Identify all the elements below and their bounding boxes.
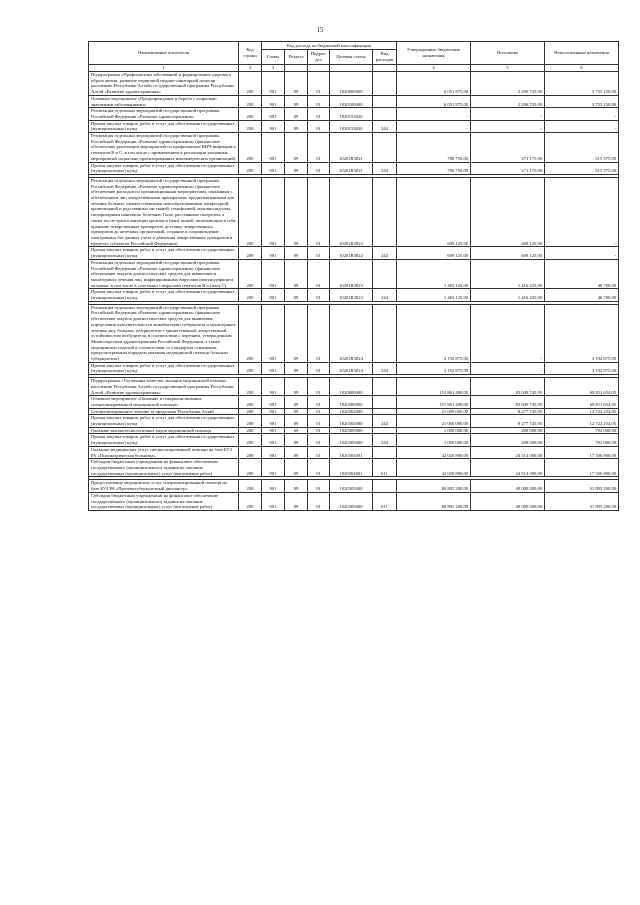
row-target: 1020305000 <box>330 427 373 434</box>
row-razdel: 09 <box>285 108 308 120</box>
row-name: Реализация отдельных мероприятий государственной программы Российской Федерации «Развитие здравоохранения» <box>89 108 239 120</box>
row-razdel: 09 <box>285 378 308 396</box>
header-classification: Код расхода по бюджетной классификации <box>262 42 397 50</box>
row-unexecuted: 31 895 200,00 <box>545 492 619 510</box>
row-executed: 8 277 745,95 <box>471 408 545 415</box>
row-glava: 901 <box>262 304 285 362</box>
row-target: 1020305000 <box>330 480 373 492</box>
row-podrazdel: 01 <box>308 415 330 427</box>
row-name: Предоставление медицинских услуг специализированной помощи на базе БУЗ РА «Противотуберкулезный диспансер» <box>89 480 239 492</box>
table-row <box>89 434 619 446</box>
row-executed: 24 514 000,00 <box>471 446 545 458</box>
row-code: 200 <box>239 95 262 107</box>
row-approved: 1 463 125,00 <box>397 259 471 289</box>
row-glava: 901 <box>262 289 285 301</box>
row-executed: 1 416 425,00 <box>471 259 545 289</box>
table-row <box>89 72 619 96</box>
row-razdel: 09 <box>285 177 308 246</box>
header-executed: Исполнено <box>471 42 545 65</box>
row-unexecuted: 792 000,00 <box>545 434 619 446</box>
row-razdel: 09 <box>285 95 308 107</box>
row-executed: 609 125,00 <box>471 247 545 259</box>
row-executed: 49 000 000,00 <box>471 480 545 492</box>
row-podrazdel: 01 <box>308 177 330 246</box>
row-vid: 244 <box>373 247 397 259</box>
row-podrazdel: 01 <box>308 459 330 477</box>
row-approved: 786 750,00 <box>397 162 471 174</box>
row-executed: 83 049 745,95 <box>471 396 545 408</box>
row-podrazdel: 01 <box>308 492 330 510</box>
row-glava: 901 <box>262 459 285 477</box>
row-unexecuted: 17 506 800,00 <box>545 459 619 477</box>
row-podrazdel: 01 <box>308 396 330 408</box>
row-code: 200 <box>239 259 262 289</box>
row-podrazdel: 01 <box>308 427 330 434</box>
row-razdel: 09 <box>285 133 308 163</box>
row-glava: 901 <box>262 120 285 132</box>
row-unexecuted: 3 755 150,00 <box>545 72 619 96</box>
row-code: 200 <box>239 396 262 408</box>
row-code: 200 <box>239 120 262 132</box>
row-unexecuted: 3 192 875,00 <box>545 304 619 362</box>
column-number <box>330 65 373 72</box>
row-target: 1020300000 <box>330 396 373 408</box>
row-razdel: 09 <box>285 396 308 408</box>
row-glava: 901 <box>262 72 285 96</box>
row-podrazdel: 01 <box>308 378 330 396</box>
column-number: 6 <box>545 65 619 72</box>
row-razdel: 09 <box>285 492 308 510</box>
row-vid <box>373 408 397 415</box>
row-name: Оказание медицинских услуг специализированной помощи на базе БУЗ РА «Психиатрическая больница» <box>89 446 239 458</box>
table-row <box>89 408 619 415</box>
row-code: 200 <box>239 289 262 301</box>
row-vid <box>373 177 397 246</box>
row-approved: 3 192 875,00 <box>397 362 471 374</box>
header-glava: Главы <box>262 50 285 65</box>
row-vid <box>373 95 397 107</box>
row-executed: - <box>471 362 545 374</box>
row-razdel: 09 <box>285 362 308 374</box>
row-name: Прочая закупка товаров, работ и услуг для обеспечения государственных (муниципальных) нужд <box>89 120 239 132</box>
row-code: 200 <box>239 378 262 396</box>
row-code: 200 <box>239 162 262 174</box>
row-unexecuted: - <box>545 177 619 246</box>
header-razdel: Раздела <box>285 50 308 65</box>
row-vid <box>373 133 397 163</box>
row-target: 1020000000 <box>330 378 373 396</box>
row-vid <box>373 480 397 492</box>
row-target: 1020304001 <box>330 446 373 458</box>
row-vid <box>373 304 397 362</box>
row-code: 200 <box>239 408 262 415</box>
row-glava: 901 <box>262 162 285 174</box>
row-razdel: 09 <box>285 446 308 458</box>
row-target: 1020153820 <box>330 108 373 120</box>
row-unexecuted: 792 000,00 <box>545 427 619 434</box>
row-name: Оказание высокотехнологичных видов медицинской помощи <box>89 427 239 434</box>
table-row <box>89 459 619 477</box>
row-glava: 901 <box>262 133 285 163</box>
row-target: 10201R3821 <box>330 133 373 163</box>
table-row <box>89 289 619 301</box>
row-vid <box>373 378 397 396</box>
row-razdel: 09 <box>285 247 308 259</box>
row-approved: 609 125,00 <box>397 247 471 259</box>
table-row <box>89 480 619 492</box>
row-podrazdel: 01 <box>308 408 330 415</box>
row-glava: 901 <box>262 427 285 434</box>
row-podrazdel: 01 <box>308 247 330 259</box>
row-unexecuted: 3 192 875,00 <box>545 362 619 374</box>
row-glava: 901 <box>262 396 285 408</box>
row-name: Реализация отдельных мероприятий государственной программы Российской Федерации «Развитие здравоохранения» (финансовое обеспечение закупок диагностических средств для выявления и мониторинга лечения лиц, инфицированных вирусами иммунодефицита человека, в том числе в сочетании с вирусами гепатитов B и (или) C) <box>89 259 239 289</box>
table-row <box>89 492 619 510</box>
row-vid: 611 <box>373 492 397 510</box>
row-executed: - <box>471 120 545 132</box>
row-podrazdel: 01 <box>308 95 330 107</box>
row-executed: 83 049 745,95 <box>471 378 545 396</box>
header-vid: Вид расходов <box>373 50 397 65</box>
row-vid: 244 <box>373 120 397 132</box>
row-target: 10201R3822 <box>330 177 373 246</box>
row-code: 200 <box>239 446 262 458</box>
row-podrazdel: 01 <box>308 133 330 163</box>
column-number <box>308 65 330 72</box>
table-row <box>89 162 619 174</box>
row-name: Субсидии бюджетным учреждениям на финансовое обеспечение государственного (муниципального) задания на оказание государственных (муниципальных) услуг (выполнение работ) <box>89 492 239 510</box>
row-vid <box>373 108 397 120</box>
row-name: Основное мероприятие «Оказание и совершенствование специализированной медицинской помощи» <box>89 396 239 408</box>
row-razdel: 09 <box>285 459 308 477</box>
row-podrazdel: 01 <box>308 446 330 458</box>
row-code: 200 <box>239 247 262 259</box>
row-glava: 901 <box>262 492 285 510</box>
row-name: Подпрограмма «Улучшение качества оказания медицинской помощи населению Республики Алтай» государственной программы Республики Алтай «Развитие здравоохранения» <box>89 378 239 396</box>
row-target: 1020305000 <box>330 434 373 446</box>
column-numbers-row <box>89 65 619 72</box>
row-vid: 244 <box>373 362 397 374</box>
row-name: Прочая закупка товаров, работ и услуг для обеспечения государственных (муниципальных) нужд <box>89 415 239 427</box>
row-razdel: 09 <box>285 162 308 174</box>
row-name: Субсидии бюджетным учреждениям на финансовое обеспечение государственного (муниципального) задания на оказание государственных (муниципальных) услуг (выполнение работ) <box>89 459 239 477</box>
row-podrazdel: 01 <box>308 289 330 301</box>
row-approved: 786 750,00 <box>397 133 471 163</box>
row-target: 10201R3821 <box>330 162 373 174</box>
row-unexecuted: 515 575,00 <box>545 133 619 163</box>
page-number: 15 <box>316 26 324 34</box>
row-target: 10201R3822 <box>330 247 373 259</box>
row-code: 200 <box>239 415 262 427</box>
row-name: Основное мероприятие «Предупреждение и борьба с социально значимыми заболеваниями» <box>89 95 239 107</box>
column-number: 2 <box>239 65 262 72</box>
row-name: Прочая закупка товаров, работ и услуг для обеспечения государственных (муниципальных) нужд <box>89 289 239 301</box>
row-target: 1020302000 <box>330 408 373 415</box>
row-unexecuted: 46 700,00 <box>545 289 619 301</box>
row-unexecuted: 515 575,00 <box>545 162 619 174</box>
row-name: Подпрограмма «Профилактика заболеваний и формирование здорового образа жизни, развитие первичной медико-санитарной помощи населению Республики Алтай» государственной программы Республики Алтай «Развитие здравоохранения» <box>89 72 239 96</box>
row-unexecuted: 46 700,00 <box>545 259 619 289</box>
table-row <box>89 378 619 396</box>
row-vid <box>373 72 397 96</box>
row-code: 200 <box>239 427 262 434</box>
row-unexecuted: - <box>545 247 619 259</box>
row-code: 200 <box>239 133 262 163</box>
row-vid: 244 <box>373 434 397 446</box>
row-razdel: 09 <box>285 415 308 427</box>
row-name: Реализация отдельных мероприятий государственной программы Российской Федерации «Развитие здравоохранения» (финансовое обеспечение реализации мероприятий по профилактике ВИЧ-инфекции и гепатитов B и C, в том числе с привлечением к реализации указанных мероприятий социально ориентированных некоммерческих организаций) <box>89 133 239 163</box>
row-unexecuted: 68 811 654,05 <box>545 378 619 396</box>
row-podrazdel: 01 <box>308 362 330 374</box>
row-glava: 901 <box>262 434 285 446</box>
row-glava: 901 <box>262 108 285 120</box>
row-glava: 901 <box>262 415 285 427</box>
row-podrazdel: 01 <box>308 259 330 289</box>
row-target: 10201R3823 <box>330 259 373 289</box>
row-podrazdel: 01 <box>308 434 330 446</box>
row-glava: 901 <box>262 247 285 259</box>
row-executed: 2 296 725,00 <box>471 72 545 96</box>
row-code: 200 <box>239 108 262 120</box>
row-razdel: 09 <box>285 72 308 96</box>
table-row <box>89 415 619 427</box>
row-glava: 901 <box>262 95 285 107</box>
row-approved: 3 192 875,00 <box>397 304 471 362</box>
row-code: 200 <box>239 459 262 477</box>
row-podrazdel: 01 <box>308 120 330 132</box>
table-row <box>89 177 619 246</box>
row-code: 200 <box>239 304 262 362</box>
row-glava: 901 <box>262 408 285 415</box>
row-glava: 901 <box>262 362 285 374</box>
row-glava: 901 <box>262 446 285 458</box>
row-target: 1020153820 <box>330 120 373 132</box>
header-unexecuted: Неисполненные назначения <box>545 42 619 65</box>
row-approved: 42 020 890,00 <box>397 446 471 458</box>
row-razdel: 09 <box>285 304 308 362</box>
row-unexecuted: 12 722 254,05 <box>545 408 619 415</box>
row-approved: 609 125,00 <box>397 177 471 246</box>
row-code: 200 <box>239 434 262 446</box>
row-approved: 1 000 000,00 <box>397 434 471 446</box>
row-executed: 271 175,00 <box>471 133 545 163</box>
row-podrazdel: 01 <box>308 108 330 120</box>
row-executed: 8 277 745,95 <box>471 415 545 427</box>
row-approved: 6 051 875,00 <box>397 72 471 96</box>
row-code: 200 <box>239 480 262 492</box>
header-target: Целевая статья <box>330 50 373 65</box>
row-name: Специализированное лечение за пределами Республики Алтай <box>89 408 239 415</box>
row-vid <box>373 427 397 434</box>
row-target: 1020305000 <box>330 492 373 510</box>
row-vid: 244 <box>373 289 397 301</box>
row-vid <box>373 396 397 408</box>
row-target: 10201R3823 <box>330 289 373 301</box>
row-unexecuted: 68 811 654,05 <box>545 396 619 408</box>
budget-execution-table <box>88 41 619 511</box>
header-code: Код строки <box>239 42 262 65</box>
row-approved: 1 463 125,00 <box>397 289 471 301</box>
row-podrazdel: 01 <box>308 72 330 96</box>
row-glava: 901 <box>262 378 285 396</box>
row-approved: 80 895 200,00 <box>397 480 471 492</box>
row-target: 10201R3824 <box>330 362 373 374</box>
row-executed: 271 175,00 <box>471 162 545 174</box>
row-name: Прочая закупка товаров, работ и услуг для обеспечения государственных (муниципальных) нужд <box>89 362 239 374</box>
row-name: Реализация отдельных мероприятий государственной программы Российской Федерации «Развитие здравоохранения» (финансовое обеспечение закупок диагностических средств для выявления, определения чувствительности микобактерии туберкулеза и мониторинга лечения лиц, больных туберкулезом с множественной лекарственной устойчивостью возбудителя, в соответствии с перечнем, утвержденным Министерством здравоохранения Российской Федерации, а также медицинских изделий в соответствии со стандартом оснащения, предусмотренным порядком оказания медицинской помощи больным туберкулезом) <box>89 304 239 362</box>
column-number: 4 <box>397 65 471 72</box>
row-razdel: 09 <box>285 259 308 289</box>
row-approved: 80 895 200,00 <box>397 492 471 510</box>
row-approved: 21 000 000,00 <box>397 415 471 427</box>
row-razdel: 09 <box>285 427 308 434</box>
row-name: Прочая закупка товаров, работ и услуг для обеспечения государственных (муниципальных) нужд <box>89 162 239 174</box>
row-vid <box>373 259 397 289</box>
row-name: Реализация отдельных мероприятий государственной программы Российской Федерации «Развитие здравоохранения» (финансовое обеспечение расходов по организационным мероприятиям, связанным с обеспечением лиц лекарственными препаратами, предназначенными для лечения больных злокачественными новообразованиями лимфоидной, кроветворной и родственных им тканей, гемофилией, муковисцидозом, гипофизарным нанизмом, болезнью Гоше, рассеянным склерозом, а также после трансплантации органов и (или) тканей, включающим в себя хранение лекарственных препаратов, доставку лекарственных препаратов до аптечных организаций, создание и сопровождение электронных баз данных учета и движения лекарственных препаратов в пределах субъектов Российской Федерации) <box>89 177 239 246</box>
row-executed: 609 125,00 <box>471 177 545 246</box>
row-unexecuted: 3 755 150,00 <box>545 95 619 107</box>
row-razdel: 09 <box>285 289 308 301</box>
row-target: 1020304001 <box>330 459 373 477</box>
row-vid: 611 <box>373 459 397 477</box>
row-approved: 6 051 875,00 <box>397 95 471 107</box>
row-vid: 244 <box>373 162 397 174</box>
row-target: 10201R3824 <box>330 304 373 362</box>
header-approved: Утвержденные бюджетные назначения <box>397 42 471 65</box>
row-approved: 151 861 400,00 <box>397 396 471 408</box>
table-body <box>89 72 619 511</box>
table-row <box>89 95 619 107</box>
table-row <box>89 133 619 163</box>
row-executed: 208 000,00 <box>471 434 545 446</box>
column-number: 1 <box>89 65 239 72</box>
row-podrazdel: 01 <box>308 480 330 492</box>
table-row <box>89 259 619 289</box>
row-glava: 901 <box>262 177 285 246</box>
table-row <box>89 446 619 458</box>
row-code: 200 <box>239 177 262 246</box>
column-number <box>373 65 397 72</box>
row-approved: 42 020 890,00 <box>397 459 471 477</box>
row-target: 1020100000 <box>330 95 373 107</box>
row-glava: 901 <box>262 259 285 289</box>
column-number <box>285 65 308 72</box>
row-razdel: 09 <box>285 434 308 446</box>
table-row <box>89 427 619 434</box>
row-unexecuted: 12 722 254,05 <box>545 415 619 427</box>
row-unexecuted: - <box>545 108 619 120</box>
table-row <box>89 304 619 362</box>
row-executed: - <box>471 108 545 120</box>
row-unexecuted: - <box>545 120 619 132</box>
table-row <box>89 396 619 408</box>
header-name: Наименование показателя <box>89 42 239 65</box>
column-number: 3 <box>262 65 285 72</box>
row-vid <box>373 446 397 458</box>
column-number: 5 <box>471 65 545 72</box>
table-row <box>89 120 619 132</box>
row-executed: 49 000 000,00 <box>471 492 545 510</box>
row-name: Прочая закупка товаров, работ и услуг для обеспечения государственных (муниципальных) нужд <box>89 247 239 259</box>
row-target: 1020302000 <box>330 415 373 427</box>
row-code: 200 <box>239 492 262 510</box>
row-vid: 244 <box>373 415 397 427</box>
row-podrazdel: 01 <box>308 162 330 174</box>
row-executed: - <box>471 304 545 362</box>
row-executed: 1 416 425,00 <box>471 289 545 301</box>
row-approved: - <box>397 108 471 120</box>
table-row <box>89 108 619 120</box>
row-razdel: 09 <box>285 120 308 132</box>
row-razdel: 09 <box>285 408 308 415</box>
row-podrazdel: 01 <box>308 304 330 362</box>
row-target: 1020000000 <box>330 72 373 96</box>
row-approved: 151 861 400,00 <box>397 378 471 396</box>
row-approved: 1 000 000,00 <box>397 427 471 434</box>
row-executed: 208 000,00 <box>471 427 545 434</box>
row-code: 200 <box>239 362 262 374</box>
row-code: 200 <box>239 72 262 96</box>
row-unexecuted: 17 506 800,00 <box>545 446 619 458</box>
header-podrazdel: Подраз-дел <box>308 50 330 65</box>
row-executed: 2 296 725,00 <box>471 95 545 107</box>
row-glava: 901 <box>262 480 285 492</box>
row-executed: 24 514 000,00 <box>471 459 545 477</box>
row-name: Прочая закупка товаров, работ и услуг для обеспечения государственных (муниципальных) нужд <box>89 434 239 446</box>
row-approved: 21 000 000,00 <box>397 408 471 415</box>
table-row <box>89 362 619 374</box>
row-razdel: 09 <box>285 480 308 492</box>
row-approved: - <box>397 120 471 132</box>
table-row <box>89 247 619 259</box>
row-unexecuted: 31 895 200,00 <box>545 480 619 492</box>
